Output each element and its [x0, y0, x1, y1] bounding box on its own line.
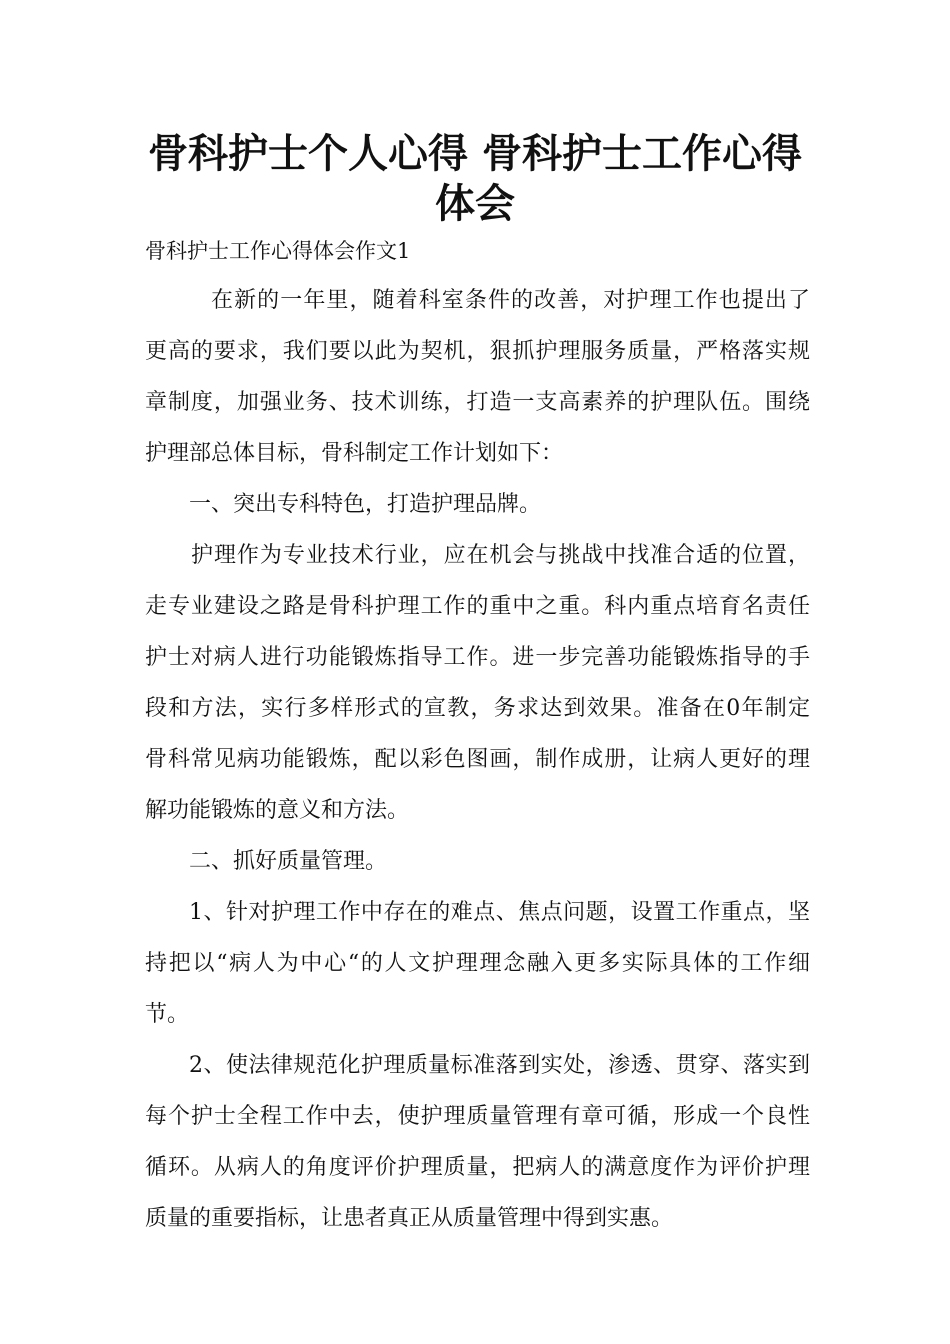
text-line: 护士对病人进行功能锻炼指导工作。进一步完善功能锻炼指导的手: [145, 645, 810, 670]
heading-2: [145, 836, 810, 887]
document-title-line-1: 骨科护士个人心得 骨科护士工作心得: [148, 131, 802, 177]
paragraph-1: [145, 275, 810, 479]
text-line: 持把以“病人为中心“的人文护理理念融入更多实际具体的工作细: [145, 951, 810, 976]
text-line: 章制度，加强业务、技术训练，打造一支高素养的护理队伍。围绕: [145, 390, 810, 415]
paragraph-3: [145, 887, 810, 1040]
text-line: 走专业建设之路是骨科护理工作的重中之重。科内重点培育名责任: [145, 594, 810, 619]
document-title-line-2: 体会: [435, 181, 515, 227]
text-line: 节。: [145, 1002, 190, 1027]
text-line: 更高的要求，我们要以此为契机，狠抓护理服务质量，严格落实规: [145, 339, 810, 364]
text-line: 循环。从病人的角度评价护理质量，把病人的满意度作为评价护理: [145, 1155, 810, 1180]
text-line: 1、针对护理工作中存在的难点、焦点问题，设置工作重点，坚: [189, 900, 810, 925]
text-line: 段和方法，实行多样形式的宣教，务求达到效果。准备在0年制定: [145, 696, 810, 721]
text-line: 护理作为专业技术行业，应在机会与挑战中找准合适的位置，: [191, 543, 810, 568]
text-line: 每个护士全程工作中去，使护理质量管理有章可循，形成一个良性: [145, 1104, 810, 1129]
paragraph-2: [145, 530, 810, 836]
text-line: 质量的重要指标，让患者真正从质量管理中得到实惠。: [145, 1206, 674, 1231]
section-heading: 一、突出专科特色，打造护理品牌。: [189, 492, 542, 517]
text-line: 2、使法律规范化护理质量标准落到实处，渗透、贯穿、落实到: [189, 1053, 810, 1078]
text-line: 护理部总体目标，骨科制定工作计划如下：: [145, 441, 564, 466]
section-heading: 二、抓好质量管理。: [189, 849, 388, 874]
text-line: 骨科常见病功能锻炼，配以彩色图画，制作成册，让病人更好的理: [145, 747, 810, 772]
paragraph-4: [145, 1040, 810, 1244]
heading-1: [145, 479, 810, 530]
text-line: 解功能锻炼的意义和方法。: [145, 798, 410, 823]
essay-subtitle: 骨科护士工作心得体会作文1: [145, 239, 411, 263]
text-line: 在新的一年里，随着科室条件的改善，对护理工作也提出了: [211, 288, 810, 313]
